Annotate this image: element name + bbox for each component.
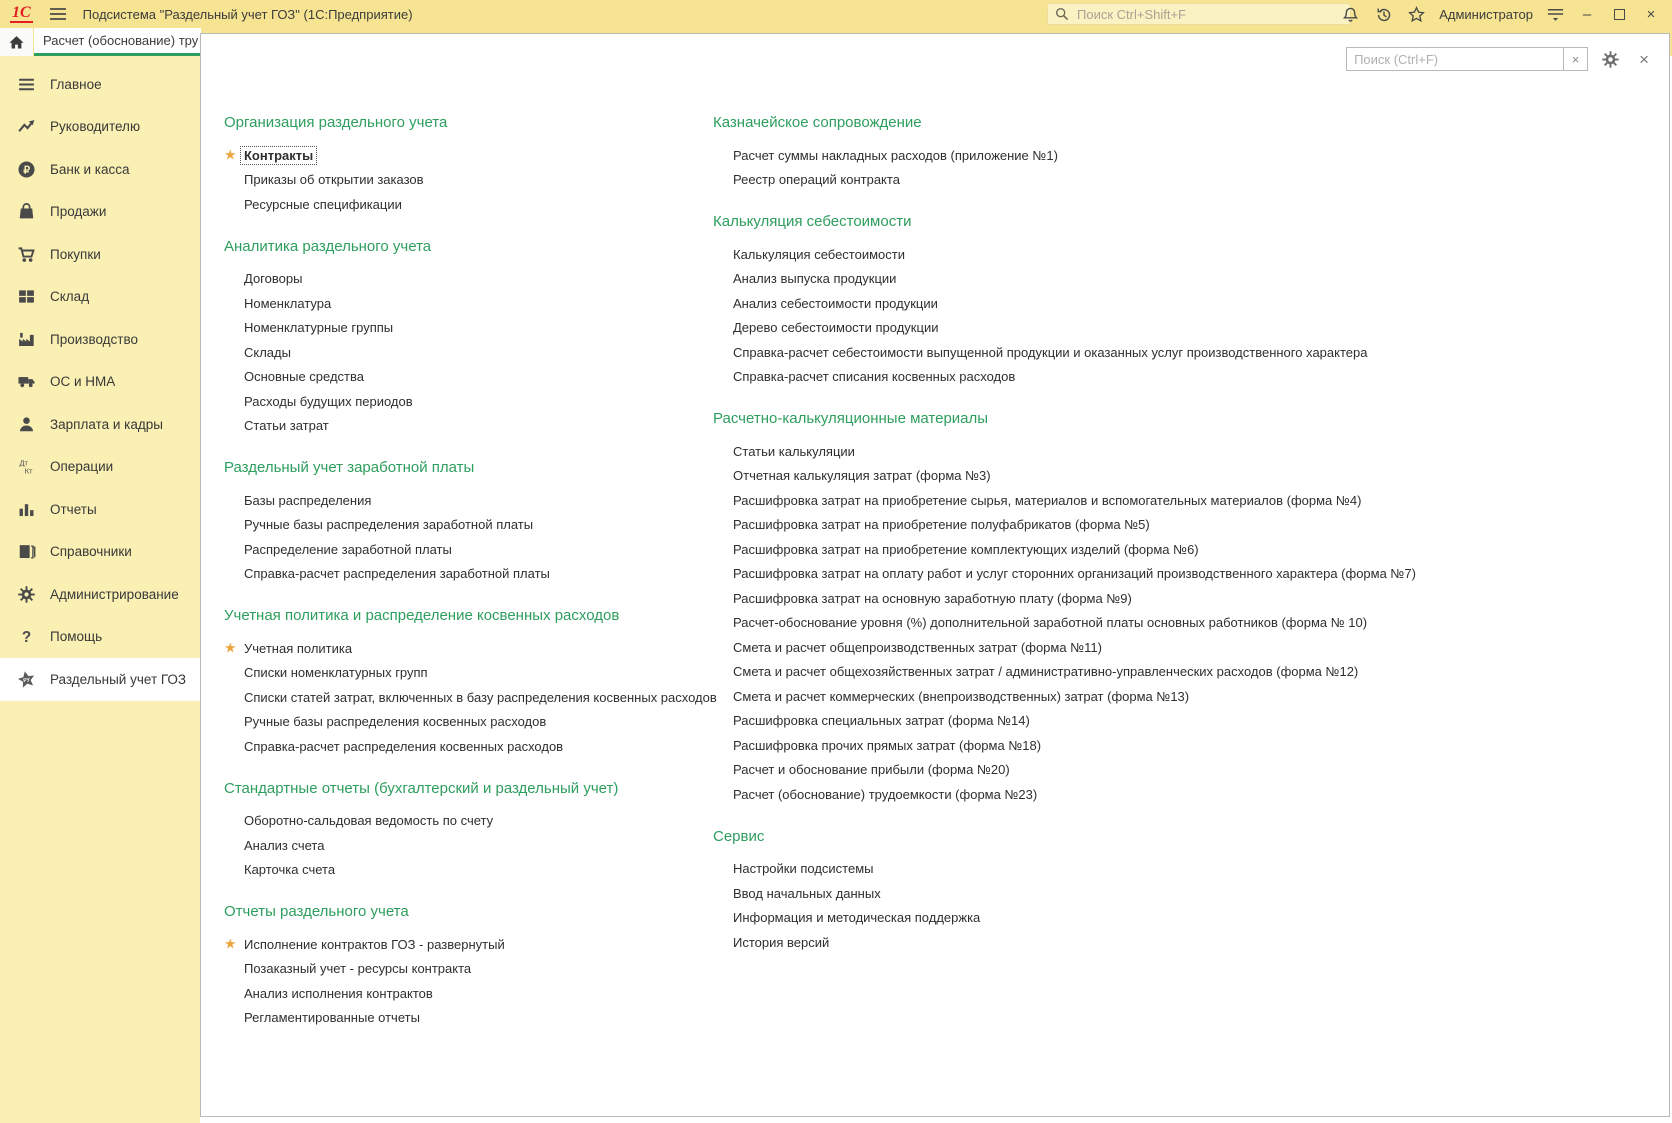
command-row (224, 267, 704, 292)
section-title: Отчеты раздельного учета (224, 903, 409, 920)
command-link[interactable]: Расшифровка прочих прямых затрат (форма №18) (733, 737, 1042, 753)
command-row (224, 833, 704, 858)
command-row (713, 586, 1663, 611)
command-row (713, 635, 1663, 660)
command-row (224, 562, 704, 587)
command-link[interactable]: Ручные базы распределения заработной платы (244, 517, 534, 533)
sidebar-item-15[interactable] (0, 658, 200, 701)
current-user[interactable]: Администратор (1439, 6, 1533, 22)
debit-credit-icon (16, 457, 36, 477)
sidebar-item-label: Раздельный учет ГОЗ (50, 671, 187, 687)
sidebar-item-12[interactable] (0, 531, 200, 574)
command-link[interactable]: Анализ выпуска продукции (733, 271, 897, 287)
sidebar-item-label: Зарплата и кадры (50, 416, 163, 432)
global-search-input[interactable] (1075, 6, 1343, 23)
svg-text:₽: ₽ (22, 164, 30, 177)
sidebar-item-10[interactable] (0, 446, 200, 489)
panel-search-input[interactable] (1346, 47, 1564, 71)
command-row (713, 267, 1663, 292)
command-row (713, 242, 1663, 267)
command-row (713, 684, 1663, 709)
section-title: Раздельный учет заработной платы (224, 459, 475, 476)
panel-controls (1346, 47, 1649, 71)
sidebar (0, 56, 200, 1123)
section-title: Аналитика раздельного учета (224, 237, 432, 255)
sidebar-item-label: Операции (50, 459, 114, 475)
reference-books-icon (16, 542, 36, 562)
command-row (713, 906, 1663, 931)
command-link[interactable]: Дерево себестоимости продукции (733, 320, 939, 336)
sidebar-item-label: Помощь (50, 629, 103, 645)
gear-icon (16, 584, 36, 604)
warehouse-icon (16, 287, 36, 307)
command-row (713, 562, 1663, 587)
command-row (224, 932, 704, 957)
command-link[interactable]: Расшифровка затрат на приобретение полуфабрикатов (форма №5) (733, 517, 1150, 533)
home-tab[interactable] (0, 28, 33, 56)
command-row (224, 981, 704, 1006)
command-row (713, 340, 1663, 365)
shopping-cart-icon (16, 244, 36, 264)
command-row (713, 464, 1663, 489)
history-icon[interactable] (1372, 3, 1394, 25)
sidebar-item-label: Администрирование (50, 586, 179, 602)
panel-column-2 (713, 113, 1663, 975)
sidebar-item-8[interactable] (0, 361, 200, 404)
command-link[interactable]: Расчет суммы накладных расходов (приложение №1) (733, 147, 1058, 163)
command-row (713, 660, 1663, 685)
command-row (713, 316, 1663, 341)
command-link[interactable]: Настройки подсистемы (733, 861, 874, 877)
command-row (713, 537, 1663, 562)
command-section (224, 902, 704, 1030)
section-title: Казначейское сопровождение (713, 114, 922, 131)
bar-chart-icon (16, 499, 36, 519)
command-link[interactable]: Приказы об открытии заказов (244, 172, 424, 188)
command-link[interactable]: Калькуляция себестоимости (733, 246, 905, 262)
section-title: Расчетно-калькуляционные материалы (713, 410, 989, 427)
command-link[interactable]: Расшифровка затрат на оплату работ и услуг сторонних организаций производственного характера (форма №7) (733, 566, 1416, 582)
command-link[interactable]: Исполнение контрактов ГОЗ - развернутый (244, 936, 505, 952)
command-row (224, 340, 704, 365)
home-icon (8, 34, 25, 51)
command-row (224, 1006, 704, 1031)
command-row (224, 957, 704, 982)
command-link[interactable]: Справка-расчет распределения заработной платы (244, 566, 550, 582)
factory-icon (16, 329, 36, 349)
sidebar-item-2[interactable] (0, 106, 200, 149)
command-row (713, 930, 1663, 955)
command-row (224, 710, 704, 735)
command-row (713, 488, 1663, 513)
command-row (224, 192, 704, 217)
sidebar-item-label: Отчеты (50, 501, 97, 517)
favorite-star-icon: ★ (224, 935, 237, 952)
command-row (224, 537, 704, 562)
command-row (713, 143, 1663, 168)
command-link[interactable]: Расчет-обоснование уровня (%) дополнительной заработной платы основных работников (форма № 10) (733, 615, 1368, 631)
settings-gear-icon[interactable] (1601, 50, 1620, 69)
command-row (713, 291, 1663, 316)
command-link[interactable]: Склады (244, 344, 291, 360)
section-title: Калькуляция себестоимости (713, 213, 912, 230)
sidebar-item-5[interactable] (0, 233, 200, 276)
maximize-icon[interactable] (1608, 3, 1630, 25)
command-row (713, 513, 1663, 538)
command-link[interactable]: Анализ счета (244, 837, 325, 853)
truck-icon (16, 372, 36, 392)
favorite-star-icon: ★ (224, 639, 237, 656)
command-row (224, 143, 704, 168)
search-icon (1055, 7, 1069, 21)
clear-search-icon[interactable]: × (1564, 47, 1588, 71)
person-icon (16, 414, 36, 434)
command-link[interactable]: Статьи затрат (244, 418, 329, 434)
1c-logo: 1С (12, 4, 31, 21)
command-link[interactable]: Учетная политика (244, 640, 353, 656)
command-row (713, 611, 1663, 636)
command-section (224, 606, 717, 759)
command-row (224, 809, 704, 834)
command-link[interactable]: Справка-расчет списания косвенных расходов (733, 369, 1016, 385)
menu-icon (16, 74, 36, 94)
command-section (224, 458, 704, 586)
command-row (224, 661, 704, 686)
command-row (224, 513, 704, 538)
command-row (713, 365, 1663, 390)
section-title: Организация раздельного учета (224, 114, 448, 131)
command-row (224, 636, 704, 661)
command-section (224, 779, 704, 883)
panel-column-1 (224, 113, 717, 1050)
command-link[interactable]: Реестр операций контракта (733, 172, 900, 188)
command-row (224, 389, 704, 414)
command-link[interactable]: Расшифровка затрат на основную заработную плату (форма №9) (733, 590, 1132, 606)
command-link[interactable]: Карточка счета (244, 862, 336, 878)
svg-text:Дт: Дт (19, 458, 28, 468)
section-title: Сервис (713, 827, 765, 845)
command-link[interactable]: Информация и методическая поддержка (733, 910, 981, 926)
command-section (713, 409, 1663, 807)
command-link[interactable]: История версий (733, 934, 830, 950)
ruble-circle-icon (16, 159, 36, 179)
command-link[interactable]: Анализ исполнения контрактов (244, 985, 433, 1001)
command-link[interactable]: Статьи калькуляции (733, 443, 855, 459)
global-search[interactable] (1047, 3, 1351, 25)
command-link[interactable]: Договоры (244, 271, 303, 287)
panel-close-icon[interactable]: × (1639, 49, 1649, 69)
command-row (713, 439, 1663, 464)
favorite-star-icon: ★ (224, 146, 237, 163)
command-section (713, 827, 1663, 955)
command-row (224, 488, 704, 513)
command-link[interactable]: Базы распределения (244, 492, 372, 508)
command-link[interactable]: Контракты (241, 147, 316, 164)
titlebar-controls (1328, 0, 1672, 28)
sidebar-item-13[interactable] (0, 573, 200, 616)
close-icon[interactable]: × (1646, 5, 1656, 23)
tab-active[interactable] (34, 28, 201, 56)
command-link[interactable]: Расчет и обоснование прибыли (форма №20) (733, 762, 1010, 778)
sidebar-item-7[interactable] (0, 318, 200, 361)
command-row (713, 758, 1663, 783)
tab-label: Расчет (обоснование) тру (43, 33, 199, 48)
command-link[interactable]: Смета и расчет общепроизводственных затрат (форма №11) (733, 639, 1102, 655)
command-link[interactable]: Расшифровка затрат на приобретение сырья, материалов и вспомогательных материалов (форма №4) (733, 492, 1362, 508)
command-row (713, 733, 1663, 758)
command-link[interactable]: Смета и расчет коммерческих (внепроизводственных) затрат (форма №13) (733, 688, 1190, 704)
window-title: Подсистема "Раздельный учет ГОЗ" (1С:Предприятие) (82, 6, 413, 22)
command-link[interactable]: Распределение заработной платы (244, 541, 452, 557)
bell-icon[interactable] (1339, 3, 1361, 25)
command-link[interactable]: Смета и расчет общехозяйственных затрат / административно-управленческих расходов (форма №12) (733, 664, 1359, 680)
svg-text:?: ? (21, 629, 31, 647)
command-link[interactable]: Номенклатурные группы (244, 320, 394, 336)
command-row (224, 414, 704, 439)
command-link[interactable]: Справка-расчет себестоимости выпущенной продукции и оказанных услуг производственного характера (733, 344, 1368, 360)
titlebar (0, 0, 1672, 28)
command-link[interactable]: Номенклатура (244, 295, 332, 311)
service-menu-icon[interactable] (1544, 3, 1566, 25)
favorites-star-icon[interactable] (1405, 3, 1427, 25)
command-row (713, 709, 1663, 734)
sidebar-item-label: Справочники (50, 544, 132, 560)
command-row (713, 857, 1663, 882)
command-link[interactable]: Списки статей затрат, включенных в базу распределения косвенных расходов (244, 689, 717, 705)
command-row (224, 168, 704, 193)
svg-text:РУ: РУ (22, 676, 31, 685)
subsystem-command-panel (200, 33, 1670, 1117)
sidebar-item-label: Продажи (50, 204, 107, 220)
sidebar-item-3[interactable] (0, 148, 200, 191)
command-link[interactable]: Справка-расчет распределения косвенных расходов (244, 738, 564, 754)
command-row (713, 168, 1663, 193)
sidebar-item-6[interactable] (0, 276, 200, 319)
command-row (224, 858, 704, 883)
section-title: Учетная политика и распределение косвенных расходов (224, 607, 620, 624)
minimize-icon[interactable]: – (1582, 5, 1592, 23)
main-menu-icon[interactable] (49, 7, 67, 21)
command-link[interactable]: Расходы будущих периодов (244, 393, 413, 409)
command-link[interactable]: Регламентированные отчеты (244, 1010, 420, 1026)
command-row (713, 782, 1663, 807)
sidebar-item-1[interactable] (0, 63, 200, 106)
sidebar-item-4[interactable] (0, 191, 200, 234)
command-row (224, 685, 717, 710)
sidebar-item-14[interactable] (0, 616, 200, 659)
trend-up-icon (16, 117, 36, 137)
command-row (224, 291, 704, 316)
command-link[interactable]: Позаказный учет - ресурсы контракта (244, 961, 472, 977)
command-link[interactable]: Анализ себестоимости продукции (733, 295, 938, 311)
sidebar-item-label: Покупки (50, 246, 101, 262)
command-row (224, 316, 704, 341)
sidebar-item-11[interactable] (0, 488, 200, 531)
command-link[interactable]: Оборотно-сальдовая ведомость по счету (244, 813, 494, 829)
ru-star-icon (16, 669, 36, 689)
command-section (224, 237, 704, 439)
command-section (713, 113, 1663, 192)
sidebar-item-label: ОС и НМА (50, 374, 116, 390)
command-link[interactable]: Расшифровка затрат на приобретение комплектующих изделий (форма №6) (733, 541, 1199, 557)
command-link[interactable]: Расшифровка специальных затрат (форма №14) (733, 713, 1030, 729)
shopping-bag-icon (16, 202, 36, 222)
command-link[interactable]: Ручные базы распределения косвенных расходов (244, 714, 547, 730)
command-link[interactable]: Расчет (обоснование) трудоемкости (форма №23) (733, 786, 1038, 802)
sidebar-item-label: Склад (50, 289, 90, 305)
sidebar-item-label: Банк и касса (50, 161, 130, 177)
sidebar-item-label: Производство (50, 331, 139, 347)
command-row (224, 734, 704, 759)
command-section (713, 212, 1663, 389)
section-title: Стандартные отчеты (бухгалтерский и раздельный учет) (224, 779, 619, 797)
command-link[interactable]: Списки номенклатурных групп (244, 665, 428, 681)
help-icon (16, 627, 36, 647)
command-link[interactable]: Ввод начальных данных (733, 885, 881, 901)
sidebar-item-label: Главное (50, 76, 102, 92)
sidebar-item-9[interactable] (0, 403, 200, 446)
command-section (224, 113, 704, 217)
svg-text:Кт: Кт (24, 466, 32, 476)
panel-search (1346, 47, 1588, 71)
command-link[interactable]: Основные средства (244, 369, 364, 385)
command-row (224, 365, 704, 390)
sidebar-item-label: Руководителю (50, 119, 141, 135)
command-link[interactable]: Ресурсные спецификации (244, 196, 402, 212)
command-link[interactable]: Отчетная калькуляция затрат (форма №3) (733, 468, 991, 484)
command-row (713, 881, 1663, 906)
